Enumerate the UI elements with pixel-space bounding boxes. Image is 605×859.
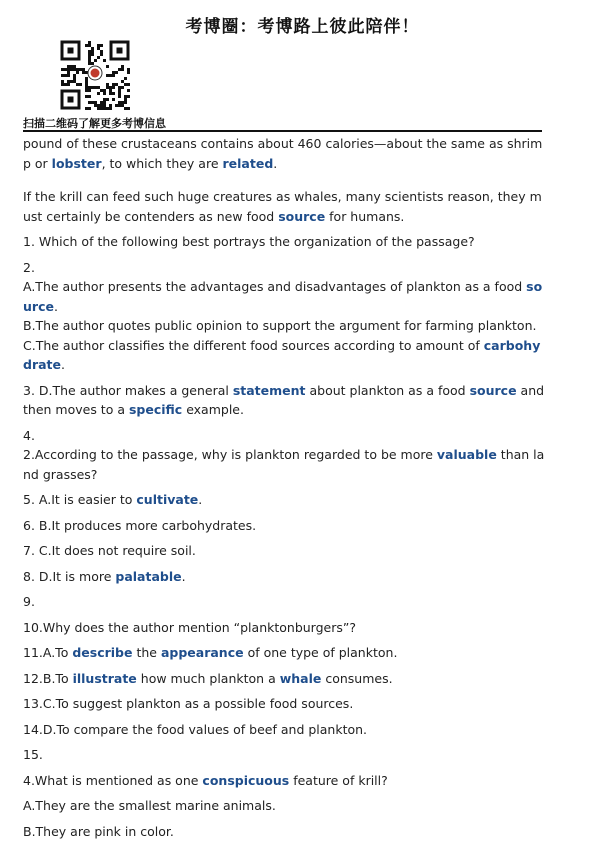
text-segment: 3. D.The author makes a general — [23, 382, 233, 398]
text-line — [23, 134, 548, 173]
vocab-keyword: lobster — [51, 155, 102, 171]
text-segment: 4.What is mentioned as one — [23, 772, 203, 788]
text-line — [23, 771, 548, 791]
text-line — [23, 381, 548, 420]
vocab-keyword: statement — [232, 382, 306, 398]
text-segment: 6. B.It produces more carbohydrates. — [23, 517, 257, 533]
text-line — [23, 796, 548, 816]
text-segment: 5. A.It is easier to — [23, 492, 137, 507]
text-segment: , to which they are — [101, 155, 223, 171]
text-segment: C.The author classifies the different food sources according to amount of — [23, 337, 484, 353]
text-segment: . — [181, 568, 186, 584]
vocab-keyword: illustrate — [72, 670, 137, 686]
text-segment: feature of krill? — [289, 772, 388, 788]
text-line — [23, 694, 548, 714]
text-segment: 7. C.It does not require soil. — [23, 543, 196, 558]
text-line — [23, 541, 548, 561]
text-segment: example. — [182, 402, 244, 417]
text-line — [23, 592, 548, 612]
qr-code-graphic — [60, 40, 130, 110]
text-segment: 2.According to the passage, why is plankton regarded to be more — [23, 447, 437, 462]
text-segment: . — [53, 298, 58, 314]
page-title: 考博圈：考博路上彼此陪伴！ — [185, 17, 420, 37]
text-line — [23, 669, 548, 689]
text-line — [23, 822, 548, 842]
text-segment: how much plankton a — [136, 670, 280, 686]
text-segment: about plankton as a food — [305, 382, 470, 398]
text-segment: 4. — [23, 427, 35, 443]
text-line — [23, 445, 548, 484]
vocab-keyword: whale — [279, 670, 322, 686]
text-segment: the — [132, 645, 161, 660]
vocab-keyword: source — [23, 279, 543, 314]
vocab-keyword: source — [278, 208, 326, 224]
text-segment: A.They are the smallest marine animals. — [23, 798, 276, 813]
text-segment: 2. — [23, 259, 35, 275]
text-segment: of one type of plankton. — [243, 645, 398, 660]
text-segment: . — [61, 357, 65, 372]
text-segment: 10.Why does the author mention “planktonburgers”? — [23, 619, 356, 635]
vocab-keyword: source — [469, 382, 517, 398]
text-line — [23, 426, 548, 446]
scan-qr-label: 扫描二维码了解更多考博信息 — [23, 117, 166, 130]
vocab-keyword: valuable — [436, 447, 497, 462]
text-line — [23, 516, 548, 536]
text-line — [23, 618, 548, 638]
text-segment: 1. Which of the following best portrays the organization of the passage? — [23, 234, 475, 249]
text-segment: consumes. — [321, 670, 393, 686]
text-segment: 8. D.It is more — [23, 568, 116, 584]
header-divider — [23, 130, 542, 132]
text-line — [23, 277, 548, 316]
text-segment: than land grasses? — [23, 447, 545, 482]
text-segment: B.They are pink in color. — [23, 823, 174, 839]
vocab-keyword: appearance — [160, 645, 244, 660]
text-line — [23, 232, 548, 252]
text-segment: 14.D.To compare the food values of beef and plankton. — [23, 721, 368, 737]
text-segment: A.The author presents the advantages and disadvantages of plankton as a food — [23, 279, 527, 294]
text-line — [23, 643, 548, 663]
vocab-keyword: palatable — [115, 568, 182, 584]
text-segment: . — [273, 155, 278, 171]
text-segment: 15. — [23, 747, 43, 762]
text-segment: . — [198, 492, 203, 507]
text-line — [23, 336, 548, 375]
text-line — [23, 720, 548, 740]
text-line — [23, 490, 548, 510]
vocab-keyword: describe — [72, 645, 133, 660]
text-segment: 12.B.To — [23, 670, 73, 686]
text-line — [23, 567, 548, 587]
vocab-keyword: specific — [128, 402, 183, 417]
vocab-keyword: carbohydrate — [23, 337, 541, 372]
text-line — [23, 316, 548, 336]
paragraph-gap — [23, 173, 548, 187]
vocab-keyword: cultivate — [136, 492, 199, 507]
text-segment: If the krill can feed such huge creatures as whales, many scientists reason, they must certainly be contenders as new food — [23, 189, 542, 224]
text-segment: and then moves to a — [23, 382, 545, 417]
text-segment: 13.C.To suggest plankton as a possible food sources. — [23, 696, 354, 711]
text-segment: B.The author quotes public opinion to support the argument for farming plankton. — [23, 318, 537, 333]
text-line — [23, 187, 548, 226]
text-segment: 9. — [23, 594, 35, 609]
vocab-keyword: related — [222, 155, 274, 171]
qr-code — [60, 40, 130, 110]
text-line — [23, 745, 548, 765]
vocab-keyword: conspicuous — [202, 772, 290, 788]
text-segment: pound of these crustaceans contains about 460 calories—about the same as shrimp or — [23, 136, 543, 171]
text-segment: for humans. — [325, 208, 405, 224]
text-segment: 11.A.To — [23, 645, 73, 660]
text-line — [23, 258, 548, 278]
passage-content — [23, 134, 548, 841]
